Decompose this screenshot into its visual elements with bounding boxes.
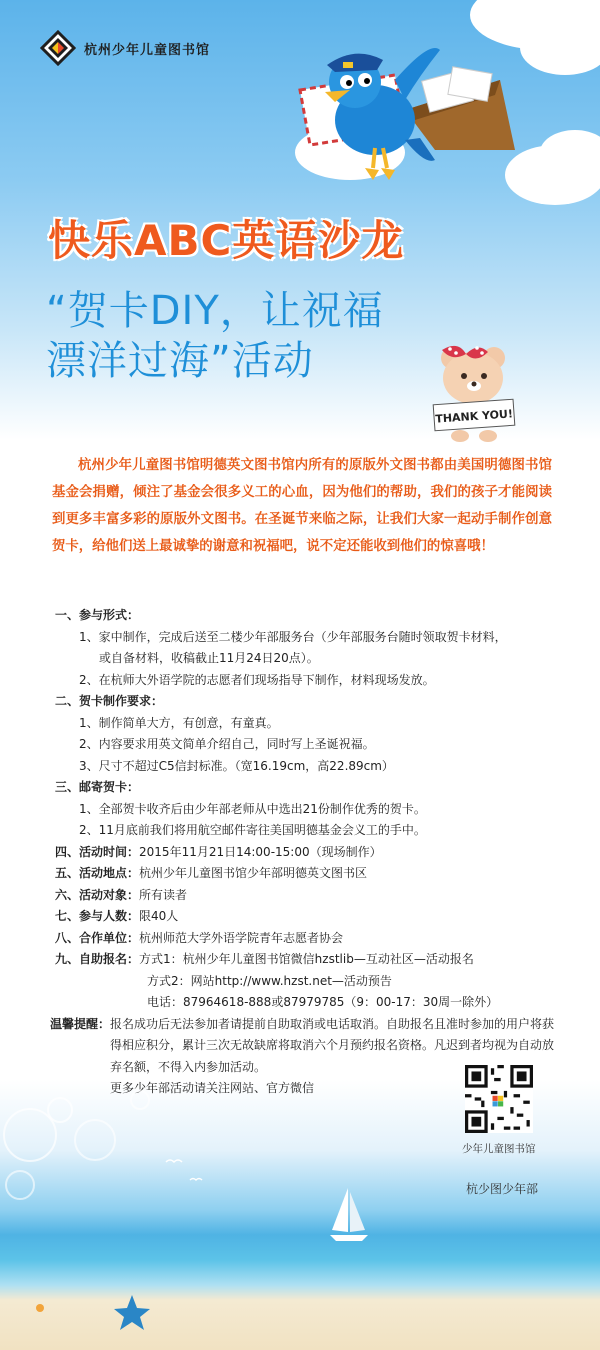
thank-you-sign: THANK YOU! xyxy=(434,407,514,426)
subtitle-line-1: “贺卡DIY，让祝福 xyxy=(46,288,384,334)
event-capacity xyxy=(55,906,555,928)
section-title: 参与形式： xyxy=(79,608,140,622)
list-item xyxy=(55,713,555,735)
field-value: 2015年11月21日14:00-15:00（现场制作） xyxy=(139,844,382,859)
subtitle-line-2: 漂洋过海”活动 xyxy=(46,338,314,384)
field-value: 所有读者 xyxy=(139,887,188,902)
section-card-requirements xyxy=(55,691,555,713)
library-logo-icon xyxy=(40,30,76,66)
list-item xyxy=(55,799,555,821)
item-number: 2、 xyxy=(79,823,99,837)
section-number: 九、 xyxy=(55,952,80,966)
section-title: 邮寄贺卡： xyxy=(79,780,140,794)
section-number: 一、 xyxy=(55,608,80,622)
list-item xyxy=(55,734,555,756)
event-details xyxy=(50,605,555,1100)
section-number: 六、 xyxy=(55,887,80,902)
qr-caption: 少年儿童图书馆 xyxy=(462,1143,536,1155)
item-text: 内容要求用英文简单介绍自己，同时写上圣诞祝福。 xyxy=(98,737,375,751)
section-mailing xyxy=(55,777,555,799)
section-number: 四、 xyxy=(55,844,80,859)
item-number: 3、 xyxy=(79,758,99,773)
field-label: 参与人数： xyxy=(79,909,140,923)
event-subtitle xyxy=(46,286,384,386)
event-time xyxy=(55,842,555,864)
section-participation-form xyxy=(55,605,555,627)
mail-bird-illustration xyxy=(255,20,555,190)
event-audience xyxy=(55,885,555,907)
list-item xyxy=(55,627,555,649)
library-logo xyxy=(40,30,210,66)
field-value: 杭州少年儿童图书馆少年部明德英文图书区 xyxy=(139,866,368,880)
bear-illustration xyxy=(430,340,520,445)
section-number: 五、 xyxy=(55,866,80,880)
list-item xyxy=(55,670,555,692)
registration-phone: 电话：87964618-888或87979785（9：00-17：30周一除外） xyxy=(147,995,499,1009)
registration-method-2: 方式2：网站http://www.hzst.net—活动预告 xyxy=(147,973,392,988)
reminder-text: 报名成功后无法参加者请提前自助取消或电话取消。自助报名且准时参加的用户将获得相应积分，累计三次无故缺席将取消六个月预约报名资格。凡迟到者均视为自动放弃名额，不得入内参加活动。 xyxy=(110,1016,555,1074)
list-item xyxy=(55,756,555,778)
list-item xyxy=(55,820,555,842)
item-text: 全部贺卡收齐后由少年部老师从中选出21份制作优秀的贺卡。 xyxy=(98,801,426,816)
event-partner xyxy=(55,928,555,950)
field-label: 活动对象： xyxy=(79,887,140,902)
follow-note: 更多少年部活动请关注网站、官方微信 xyxy=(110,1081,315,1095)
item-text: 11月底前我们将用航空邮件寄往美国明德基金会义工的手中。 xyxy=(98,823,426,837)
event-location xyxy=(55,863,555,885)
section-number: 七、 xyxy=(55,909,80,923)
item-number: 1、 xyxy=(79,715,99,730)
library-name: 杭州少年儿童图书馆 xyxy=(84,42,211,58)
intro-paragraph: 杭州少年儿童图书馆明德英文图书馆内所有的原版外文图书都由美国明德图书馆基金会捐赠，倾注了基金会很多义工的心血，因为他们的帮助，我们的孩子才能阅读到更多丰富多彩的原版外文图书。在圣诞节来临之际，让我们大家一起动手制作创意贺卡，给他们送上最诚挚的谢意和祝福吧，说不定还能收到他们的惊喜哦！ xyxy=(52,458,552,554)
department-signature: 杭少图少年部 xyxy=(466,1182,539,1196)
field-label: 自助报名： xyxy=(79,952,140,966)
section-title: 贺卡制作要求： xyxy=(79,694,164,708)
self-registration xyxy=(55,949,555,971)
sea-decoration xyxy=(0,1080,600,1350)
field-value: 限40人 xyxy=(139,909,179,923)
item-text: 尺寸不超过C5信封标准。（宽16.19cm，高22.89cm） xyxy=(98,758,394,773)
list-item-continued: 或自备材料，收稿截止11月24日20点）。 xyxy=(99,651,319,665)
field-label: 合作单位： xyxy=(79,930,140,945)
section-number: 八、 xyxy=(55,930,80,945)
item-text: 制作简单大方，有创意，有童真。 xyxy=(98,715,279,730)
section-number: 三、 xyxy=(55,780,80,794)
section-number: 二、 xyxy=(55,694,80,708)
item-number: 1、 xyxy=(79,801,99,816)
item-text: 在杭师大外语学院的志愿者们现场指导下制作，材料现场发放。 xyxy=(98,672,435,687)
registration-method-1: 方式1：杭州少年儿童图书馆微信hzstlib—互动社区—活动报名 xyxy=(139,952,474,966)
field-label: 活动时间： xyxy=(79,844,140,859)
item-text: 家中制作，完成后送至二楼少年部服务台（少年部服务台随时领取贺卡材料， xyxy=(98,629,507,644)
item-number: 2、 xyxy=(79,672,99,687)
field-value: 杭州师范大学外语学院青年志愿者协会 xyxy=(139,930,344,945)
event-title: 快乐ABC英语沙龙 xyxy=(48,216,405,265)
reminder-label: 温馨提醒： xyxy=(50,1016,111,1031)
item-number: 2、 xyxy=(79,737,99,751)
field-label: 活动地点： xyxy=(79,866,140,880)
item-number: 1、 xyxy=(79,629,99,644)
